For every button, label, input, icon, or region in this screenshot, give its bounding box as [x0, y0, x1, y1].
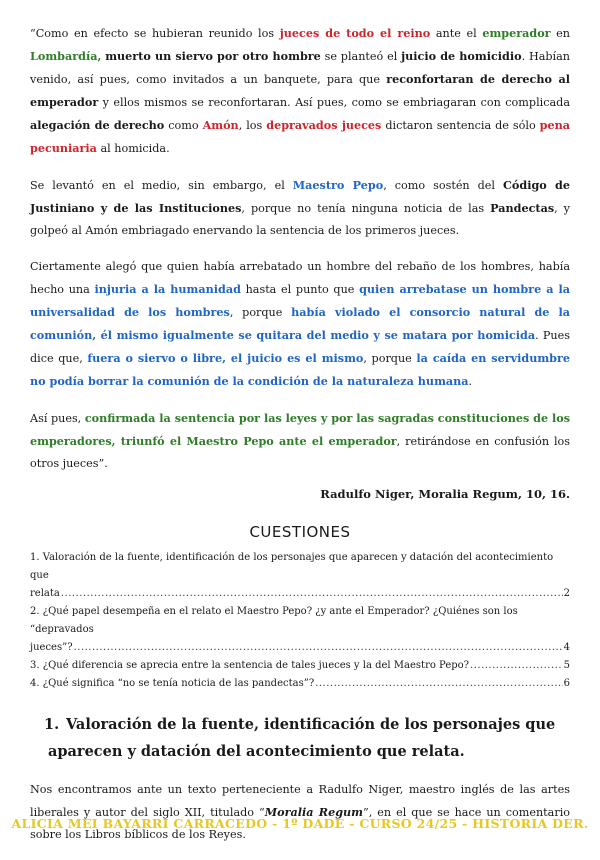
text: y ellos mismos se reconfortaran. Así pues, como se embriagaran con complicada	[98, 96, 570, 109]
text: , porque	[363, 352, 417, 365]
toc-entry-text: jueces”?	[30, 642, 73, 653]
text: , y golpeó al Amón embriagado enervando la sentencia de los primeros jueces.	[30, 202, 570, 237]
toc-entry-2[interactable]	[30, 603, 570, 657]
text: Ciertamente alegó que quien había arrebatado un hombre del rebaño de los hombres, había hecho una	[30, 260, 570, 296]
highlight-alegacion: alegación de derecho	[30, 118, 165, 132]
highlight-consorcio: había violado el consorcio natural de la comunión, él mismo igualmente se quitara del medio y se matara por homicida	[30, 305, 570, 342]
toc-entry-text: relata	[30, 588, 60, 599]
text: . Habían venido, así pues, como invitados a un banquete, para que	[30, 50, 571, 86]
toc-leader	[470, 657, 563, 675]
text: Nos encontramos ante un texto perteneciente a Radulfo Niger, maestro inglés de las artes liberales y autor del siglo XII, titulado “	[30, 783, 570, 819]
toc-leader	[74, 639, 563, 657]
section-1-heading	[30, 711, 570, 765]
text: ante el	[430, 27, 483, 40]
text: ”, en el que se hace un comentario sobre los Libros bíblicos de los Reyes.	[30, 806, 571, 841]
text: Se levantó en el medio, sin embargo, el	[30, 179, 293, 192]
quote-paragraph-2	[30, 174, 570, 242]
highlight-pena-pecuniaria: pena pecuniaria	[30, 118, 570, 155]
text: , los	[238, 119, 267, 132]
toc-entry-line	[30, 675, 570, 693]
highlight-amon: Amón	[202, 118, 239, 132]
quote-paragraph-3	[30, 256, 570, 393]
toc-entry-line	[30, 657, 570, 675]
section-title: Valoración de la fuente, identificación de los personajes que aparecen y datación del acontecimiento que relata.	[48, 716, 556, 760]
toc-entry-4[interactable]	[30, 675, 570, 693]
toc-leader	[61, 585, 563, 603]
text: hasta el punto que	[240, 283, 360, 296]
highlight-moralia-regum: Moralia Regum	[264, 805, 364, 819]
toc-title: CUESTIONES	[249, 523, 351, 541]
text: en	[550, 27, 571, 40]
highlight-juicio-homicidio: juicio de homicidio	[401, 49, 522, 63]
toc-entry-text: 4. ¿Qué significa “no se tenía noticia de las pandectas”?	[30, 678, 315, 689]
text: “Como en efecto se hubieran reunido los	[30, 27, 280, 40]
text: , porque no tenía ninguna noticia de las	[241, 202, 491, 215]
toc-page-number: 4	[563, 642, 570, 653]
text: Así pues,	[30, 412, 85, 425]
page-footer: ALICIA MEI BAYARRI CARRACEDO - 1º DADE - CURSO 24/25 - HISTORIA DER.	[11, 816, 589, 831]
toc-entry-text: 3. ¿Qué diferencia se aprecia entre la sentencia de tales jueces y la del Maestro Pepo?	[30, 660, 470, 671]
highlight-jueces-reino: jueces de todo el reino	[279, 26, 431, 40]
toc-page-number: 2	[563, 588, 570, 599]
toc-entry-text: 2. ¿Qué papel desempeña en el relato el Maestro Pepo? ¿y ante el Emperador? ¿Quiénes son los “depravados	[30, 606, 518, 635]
toc-entry-3[interactable]	[30, 657, 570, 675]
highlight-pandectas: Pandectas	[490, 201, 555, 215]
text: , porque	[229, 306, 292, 319]
highlight-depravados-jueces: depravados jueces	[266, 118, 382, 132]
toc-entry-1[interactable]	[30, 549, 570, 603]
text: dictaron sentencia de sólo	[381, 119, 540, 132]
text: .	[468, 375, 473, 388]
highlight-emperador: emperador	[482, 26, 551, 40]
text: al homicida.	[96, 142, 170, 155]
quote-paragraph-1	[30, 22, 570, 160]
highlight-confirmada-sentencia: confirmada la sentencia por las leyes y por las sagradas constituciones de los emperadores, triunfó el Maestro Pepo ante el emperador	[30, 411, 571, 448]
section-1-body	[30, 779, 570, 846]
highlight-lombardia: Lombardía,	[30, 49, 102, 63]
highlight-arrebatase: quien arrebatase un hombre a la universalidad de los hombres	[30, 282, 570, 319]
highlight-siervo-libre: fuera o siervo o libre, el juicio es el mismo	[87, 351, 364, 365]
highlight-servidumbre: la caída en servidumbre no podía borrar la comunión de la condición de la naturaleza humana	[30, 351, 570, 388]
quote-paragraph-4	[30, 407, 570, 475]
text: se planteó el	[320, 50, 402, 63]
highlight-codigo-justiniano: Código de Justiniano y de las Instituciones	[30, 178, 571, 215]
text: , retirándose en confusión los otros jueces”.	[30, 435, 570, 470]
text: . Pues dice que,	[30, 329, 570, 365]
toc-entry-text: 1. Valoración de la fuente, identificación de los personajes que aparecen y datación del acontecimiento que	[30, 552, 554, 581]
document-page	[30, 22, 570, 860]
text: , como sostén del	[383, 179, 503, 192]
text: como	[164, 119, 203, 132]
highlight-muerto-siervo: muerto un siervo por otro hombre	[105, 49, 321, 63]
toc-entry-line	[30, 585, 570, 603]
toc-page-number: 5	[563, 660, 570, 671]
highlight-reconfortaran: reconfortaran de derecho al emperador	[30, 72, 570, 109]
toc-entry-line	[30, 639, 570, 657]
highlight-maestro-pepo: Maestro Pepo	[292, 178, 384, 192]
highlight-injuria: injuria a la humanidad	[94, 282, 241, 296]
toc-leader	[315, 675, 562, 693]
section-number: 1.	[44, 716, 60, 733]
toc-page-number: 6	[563, 678, 570, 689]
table-of-contents	[30, 549, 570, 693]
quote-signature: Radulfo Niger, Moralia Regum, 10, 16.	[320, 487, 570, 501]
